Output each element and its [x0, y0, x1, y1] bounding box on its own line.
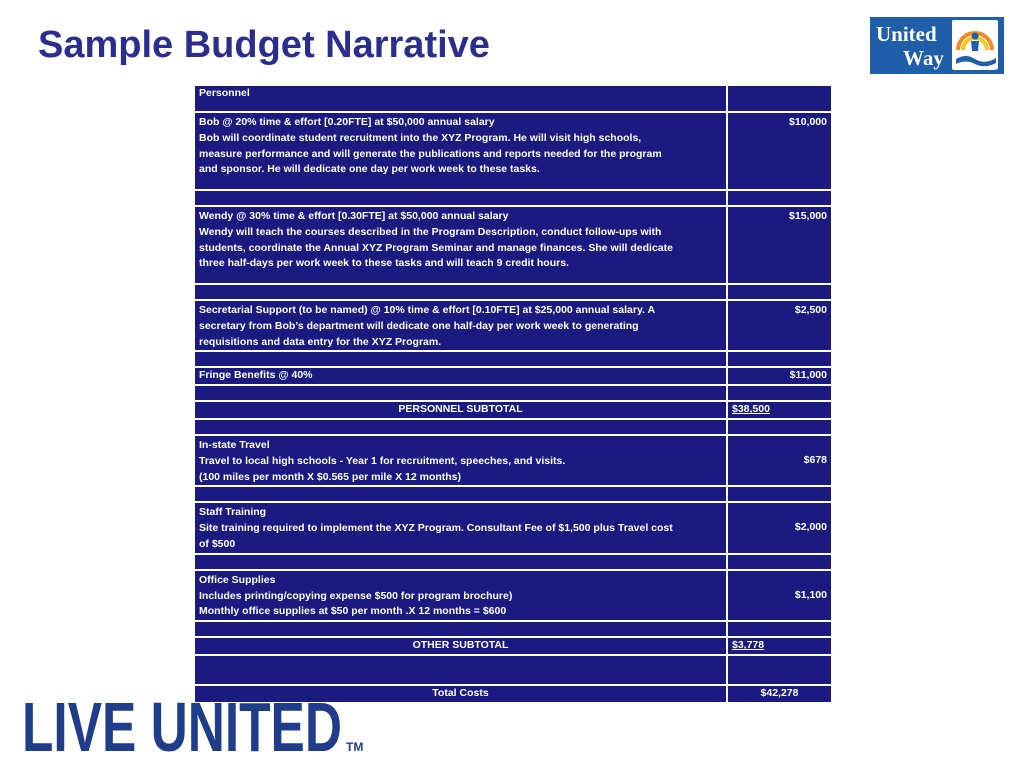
- table-row-wendy: [194, 206, 832, 284]
- table-row-spacer: [194, 190, 832, 206]
- page-title: Sample Budget Narrative: [38, 24, 490, 66]
- supplies-amount: $1,100: [727, 570, 832, 621]
- budget-table: [193, 84, 833, 704]
- logo-tm: TM: [994, 67, 1000, 72]
- personnel-subtotal-label: PERSONNEL SUBTOTAL: [194, 401, 727, 419]
- live-united-tm: TM: [346, 740, 364, 754]
- other-subtotal-amount: $3,778: [727, 637, 832, 655]
- fringe-amount: $11,000: [727, 367, 832, 385]
- total-amount: $42,278: [727, 685, 832, 703]
- bob-amount: $10,000: [727, 112, 832, 190]
- table-row-spacer: [194, 621, 832, 637]
- table-row-bob: [194, 112, 832, 190]
- table-row-spacer: [194, 486, 832, 502]
- live-united-text: LIVE UNITED: [22, 693, 342, 757]
- fringe-label: Fringe Benefits @ 40%: [194, 367, 727, 385]
- bob-description: Bob @ 20% time & effort [0.20FTE] at $50,000 annual salary Bob will coordinate student recruitment into the XYZ Program. He will visit high schools, measure performance and will generate the publications and reports needed for the program and sponsor. He will dedicate one day per work week to these tasks.: [194, 112, 727, 190]
- secretary-amount: $2,500: [727, 300, 832, 351]
- training-amount: $2,000: [727, 502, 832, 553]
- training-description: Staff Training Site training required to implement the XYZ Program. Consultant Fee of $1,500 plus Travel cost of $500: [194, 502, 727, 553]
- supplies-description: Office Supplies Includes printing/copying expense $500 for program brochure) Monthly office supplies at $50 per month .X 12 months = $600: [194, 570, 727, 621]
- table-row-spacer: [194, 385, 832, 401]
- table-row-spacer: [194, 284, 832, 300]
- table-row-other-subtotal: [194, 637, 832, 655]
- table-row-spacer: [194, 554, 832, 570]
- logo-bottom-text: Way: [903, 46, 944, 70]
- secretary-description: Secretarial Support (to be named) @ 10% time & effort [0.10FTE] at $25,000 annual salary. A secretary from Bob’s department will dedicate one half-day per work week to generating requisitions and data entry for the XYZ Program.: [194, 300, 727, 351]
- table-row-supplies: [194, 570, 832, 621]
- personnel-header: Personnel: [194, 85, 727, 112]
- travel-description: In-state Travel Travel to local high schools - Year 1 for recruitment, speeches, and visits. (100 miles per month X $0.565 per mile X 12 months): [194, 435, 727, 486]
- table-row-fringe: [194, 367, 832, 385]
- other-subtotal-label: OTHER SUBTOTAL: [194, 637, 727, 655]
- table-row-spacer: [194, 419, 832, 435]
- wendy-description: Wendy @ 30% time & effort [0.30FTE] at $50,000 annual salary Wendy will teach the courses described in the Program Description, conduct follow-ups with students, coordinate the Annual XYZ Program Seminar and manage finances. She will dedicate three half-days per work week to these tasks and will teach 9 credit hours.: [194, 206, 727, 284]
- wendy-amount: $15,000: [727, 206, 832, 284]
- live-united-logo: [22, 693, 372, 757]
- personnel-subtotal-amount: $38,500: [727, 401, 832, 419]
- table-row-secretary: [194, 300, 832, 351]
- logo-top-text: United: [876, 22, 937, 46]
- table-row-spacer: [194, 655, 832, 685]
- table-row-personnel-header: [194, 85, 832, 112]
- table-row-travel: [194, 435, 832, 486]
- united-way-logo: [870, 17, 1004, 74]
- hand-rainbow-icon: [952, 20, 998, 70]
- total-label: Total Costs: [194, 685, 727, 703]
- travel-amount: $678: [727, 435, 832, 486]
- table-row-training: [194, 502, 832, 553]
- table-row-spacer: [194, 351, 832, 367]
- table-row-personnel-subtotal: [194, 401, 832, 419]
